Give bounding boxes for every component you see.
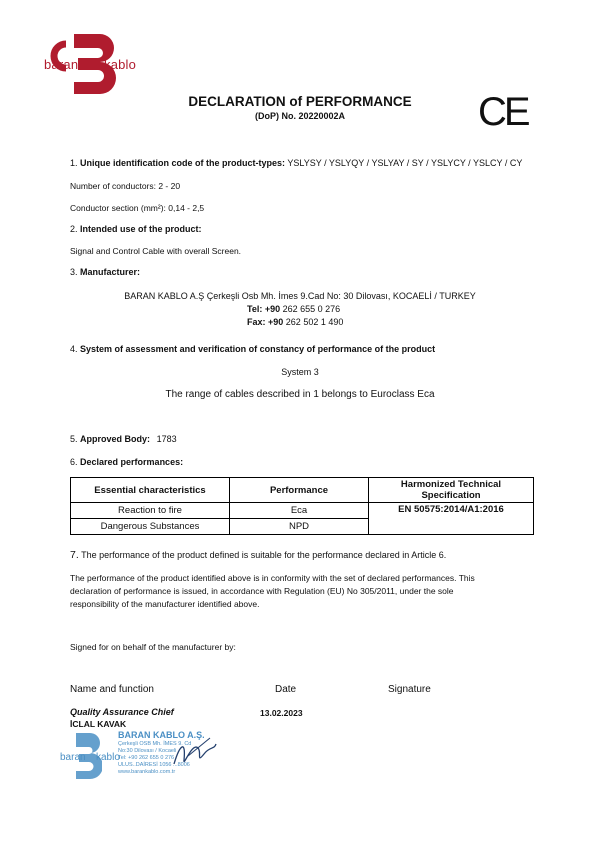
stamp-logo-left: baran xyxy=(60,752,86,763)
paragraph-line: responsibility of the manufacturer identified above. xyxy=(70,599,260,609)
section-4-label: System of assessment and verification of constancy of performance of the product xyxy=(80,344,436,354)
page-title: DECLARATION of PERFORMANCE xyxy=(188,94,412,109)
stamp-line: Tel: +90 262 655 0 276 xyxy=(118,755,175,761)
conformity-paragraph xyxy=(70,572,475,611)
dop-number: (DoP) No. 20220002A xyxy=(254,111,346,121)
signed-for-text: Signed for on behalf of the manufacturer by: xyxy=(70,642,236,652)
product-types: YSLYSY / YSLYQY / YSLYAY / SY / YSLYCY / YSLCY / CY xyxy=(287,158,523,168)
section-4 xyxy=(70,344,435,354)
section-1 xyxy=(70,158,522,168)
column-signature: Signature xyxy=(388,684,431,695)
section-4-number: 4. xyxy=(70,344,78,354)
column-name-function: Name and function xyxy=(70,684,154,695)
section-6 xyxy=(70,457,183,467)
section-2-label: Intended use of the product: xyxy=(80,224,202,234)
tel-label: Tel: +90 xyxy=(247,304,281,314)
section-7 xyxy=(70,549,446,561)
company-logo xyxy=(44,28,144,98)
section-5-label: Approved Body: xyxy=(80,434,151,444)
stamp-line: No:30 Dilovası / Kocaeli xyxy=(118,748,177,754)
section-6-number: 6. xyxy=(70,457,78,467)
table-header: Harmonized Technical Specification xyxy=(369,478,534,503)
section-3 xyxy=(70,267,140,277)
section-5-number: 5. xyxy=(70,434,78,444)
stamp-logo-right: kablo xyxy=(96,752,120,763)
logo-text-left: baran xyxy=(44,57,79,72)
logo-text-right: kablo xyxy=(104,57,137,72)
section-7-number: 7. xyxy=(70,549,79,561)
table-cell: NPD xyxy=(230,519,369,535)
tel-number: 262 655 0 276 xyxy=(282,304,341,314)
signature-date: 13.02.2023 xyxy=(260,708,303,718)
stamp-line: Çerkeşli OSB Mh. İMES 9. Cd xyxy=(118,741,192,747)
signatory-function: Quality Assurance Chief xyxy=(70,707,174,717)
table-header: Performance xyxy=(230,478,369,503)
table-row xyxy=(71,503,534,519)
handwritten-signature xyxy=(170,734,220,774)
performance-table xyxy=(70,477,534,535)
table-cell: Reaction to fire xyxy=(71,503,230,519)
fax-number: 262 502 1 490 xyxy=(285,317,344,327)
stamp-company: BARAN KABLO A.Ş. xyxy=(118,730,205,740)
company-stamp xyxy=(60,728,220,788)
fax-label: Fax: +90 xyxy=(247,317,284,327)
section-5 xyxy=(70,434,177,444)
harmonized-spec: EN 50575:2014/A1:2016 xyxy=(369,503,534,535)
manufacturer-address: BARAN KABLO A.Ş Çerkeşli Osb Mh. İmes 9.Cad No: 30 Dilovası, KOCAELİ / TURKEY xyxy=(124,291,476,301)
euroclass-statement: The range of cables described in 1 belongs to Euroclass Eca xyxy=(165,389,435,400)
number-of-conductors: Number of conductors: 2 - 20 xyxy=(70,181,181,191)
table-header: Essential characteristics xyxy=(71,478,230,503)
section-2 xyxy=(70,224,202,234)
section-1-number: 1. xyxy=(70,158,78,168)
approved-body-number: 1783 xyxy=(156,434,177,444)
column-date: Date xyxy=(275,684,297,695)
section-2-number: 2. xyxy=(70,224,78,234)
section-3-label: Manufacturer: xyxy=(80,267,141,277)
manufacturer-tel xyxy=(247,304,340,314)
section-6-label: Declared performances: xyxy=(80,457,184,467)
conductor-section: Conductor section (mm²): 0,14 - 2,5 xyxy=(70,203,205,213)
intended-use: Signal and Control Cable with overall Screen. xyxy=(70,246,242,256)
signatory-name: İCLAL KAVAK xyxy=(70,719,127,729)
table-header-row xyxy=(71,478,534,503)
ce-mark-icon: CE xyxy=(478,90,528,134)
paragraph-line: declaration of performance is issued, in accordance with Regulation (EU) No 305/2011, under the sole xyxy=(70,586,454,596)
stamp-line: ULUS..DAİRESİ 1056 ...8006 xyxy=(118,762,190,768)
section-1-label: Unique identification code of the product-types: xyxy=(80,158,286,168)
stamp-line: www.barankablo.com.tr xyxy=(118,769,176,775)
section-7-text: The performance of the product defined is suitable for the performance declared in Article 6. xyxy=(81,550,447,560)
table-cell: Eca xyxy=(230,503,369,519)
table-cell: Dangerous Substances xyxy=(71,519,230,535)
paragraph-line: The performance of the product identified above is in conformity with the set of declared performances. This xyxy=(70,573,475,583)
manufacturer-fax xyxy=(247,317,343,327)
section-3-number: 3. xyxy=(70,267,78,277)
assessment-system: System 3 xyxy=(281,367,319,377)
